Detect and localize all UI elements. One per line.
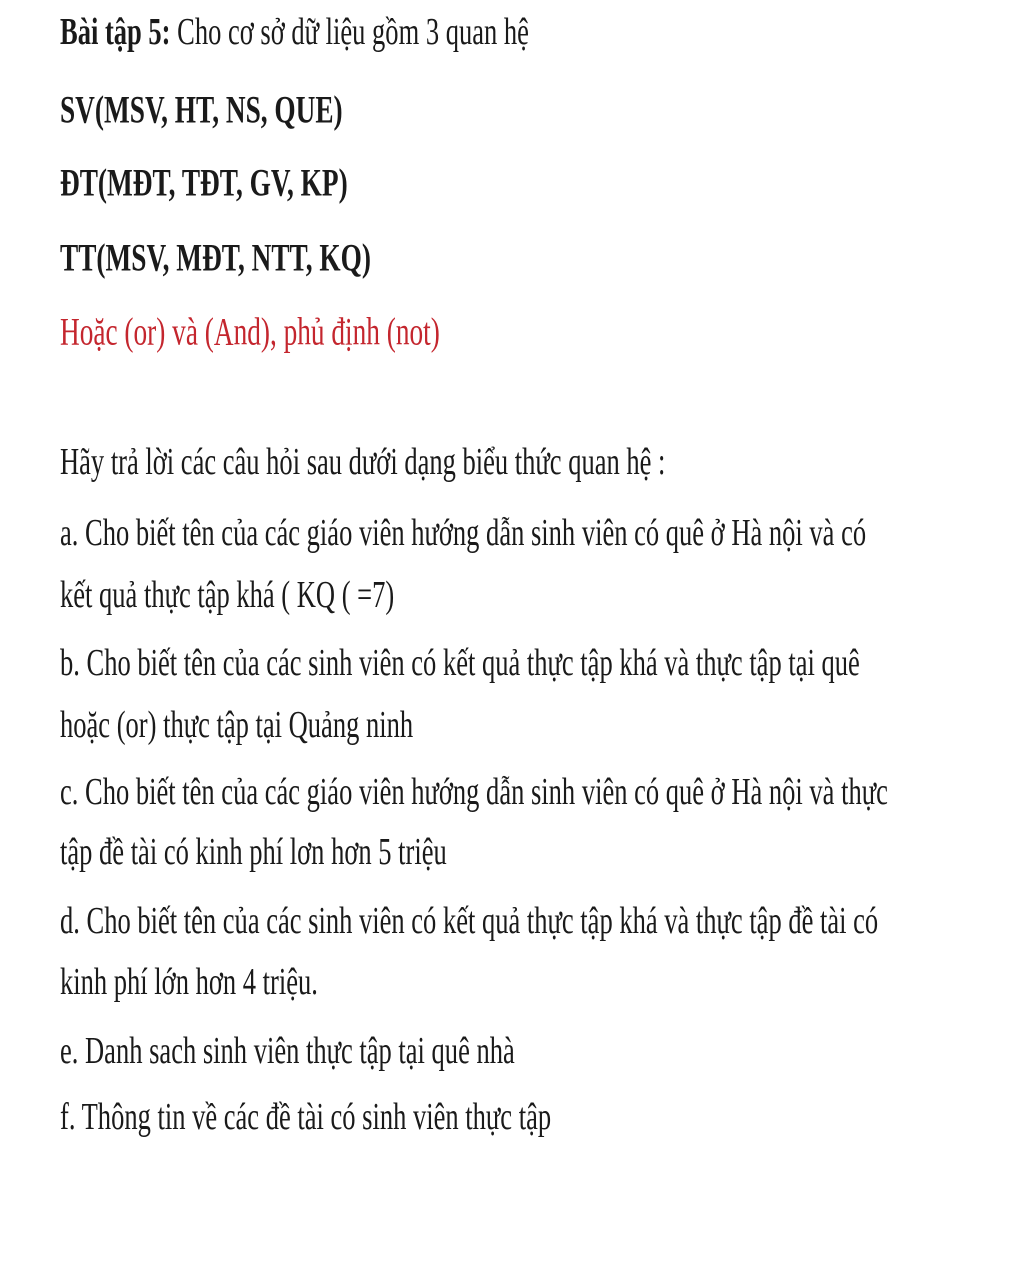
question-a-line-1: a. Cho biết tên của các giáo viên hướng dẫn sinh viên có quê ở Hà nội và có [60, 512, 867, 555]
question-f: f. Thông tin về các đề tài có sinh viên thực tập [60, 1096, 552, 1139]
exercise-title: Cho cơ sở dữ liệu gồm 3 quan hệ [170, 11, 529, 54]
instruction-text: Hãy trả lời các câu hỏi sau dưới dạng biểu thức quan hệ : [60, 441, 666, 484]
relation-dt: ĐT(MĐT, TĐT, GV, KP) [60, 160, 348, 205]
question-b-line-2: hoặc (or) thực tập tại Quảng ninh [60, 704, 414, 747]
relation-tt: TT(MSV, MĐT, NTT, KQ) [60, 235, 371, 280]
exercise-heading [60, 11, 529, 54]
question-b-line-1: b. Cho biết tên của các sinh viên có kết quả thực tập khá và thực tập tại quê [60, 642, 860, 685]
question-a-line-2: kết quả thực tập khá ( KQ ( =7) [60, 574, 395, 617]
question-c-line-2: tập đề tài có kinh phí lơn hơn 5 triệu [60, 831, 447, 874]
question-c-line-1: c. Cho biết tên của các giáo viên hướng dẫn sinh viên có quê ở Hà nội và thực [60, 771, 888, 814]
question-e: e. Danh sach sinh viên thực tập tại quê nhà [60, 1030, 515, 1073]
relation-sv: SV(MSV, HT, NS, QUE) [60, 87, 343, 132]
question-d-line-1: d. Cho biết tên của các sinh viên có kết quả thực tập khá và thực tập đề tài có [60, 900, 879, 943]
operators-note: Hoặc (or) và (And), phủ định (not) [60, 309, 440, 354]
question-d-line-2: kinh phí lớn hơn 4 triệu. [60, 961, 318, 1004]
exercise-label: Bài tập 5: [60, 11, 171, 54]
